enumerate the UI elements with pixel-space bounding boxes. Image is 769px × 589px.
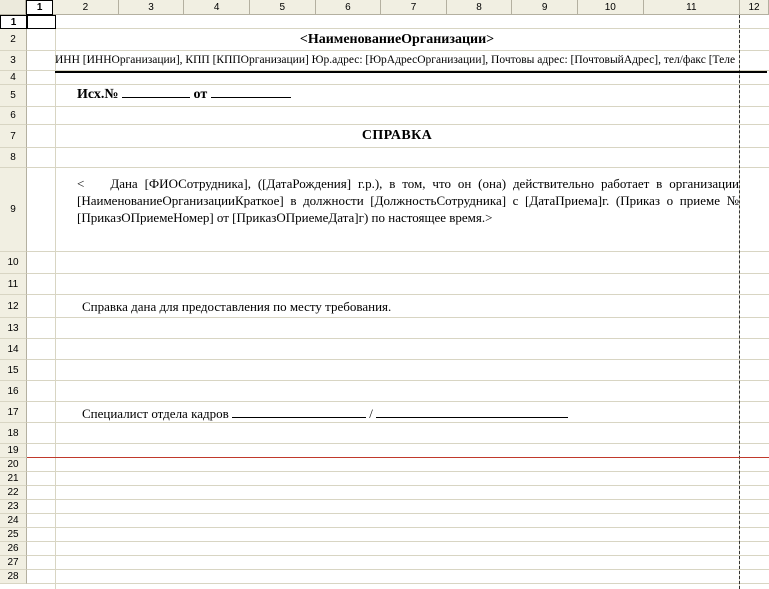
gridline-h	[27, 359, 769, 360]
column-header-6[interactable]: 6	[316, 0, 382, 15]
gridline-h	[27, 485, 769, 486]
signature-line	[82, 406, 568, 422]
column-header-9[interactable]: 9	[512, 0, 578, 15]
signatory-title: Специалист отдела кадров	[82, 406, 229, 421]
outgoing-number-blank[interactable]	[122, 97, 190, 98]
row-header-17[interactable]: 17	[0, 402, 27, 423]
gridline-h	[27, 380, 769, 381]
gridline-h	[27, 555, 769, 556]
page-break-horizontal	[27, 457, 769, 458]
column-header-4[interactable]: 4	[184, 0, 250, 15]
purpose-line: Справка дана для предоставления по месту требования.	[82, 299, 392, 314]
column-header-3[interactable]: 3	[119, 0, 185, 15]
organization-details: ИНН [ИННОрганизации], КПП [КППОрганизации] Юр.адрес: [ЮрАдресОрганизации], Почтовы адрес: [ПочтовыйАдрес], тел/факс [Теле	[55, 54, 736, 66]
row-header-13[interactable]: 13	[0, 318, 27, 339]
row-header-1[interactable]: 1	[0, 15, 27, 29]
signature-separator: /	[369, 406, 373, 421]
outgoing-number-line	[77, 87, 291, 103]
column-header-8[interactable]: 8	[447, 0, 513, 15]
row-header-2[interactable]: 2	[0, 29, 27, 51]
row-header-26[interactable]: 26	[0, 542, 27, 556]
column-header-12[interactable]: 12	[740, 0, 769, 15]
row-header-5[interactable]: 5	[0, 85, 27, 107]
row-header-9[interactable]: 9	[0, 168, 27, 252]
gridline-h	[27, 471, 769, 472]
gridline-h	[27, 527, 769, 528]
document-body: < Дана [ФИОСотрудника], ([ДатаРождения] г.р.), в том, что он (она) действительно работает в организации [НаименованиеОрганизацииКраткое] в должности [ДолжностьСотрудника] с [ДатаПриема]г. (Приказ о приеме № [ПриказОПриемеНомер] от [ПриказОПриемеДата]г) по настоящее время.>	[77, 176, 739, 225]
gridline-h	[27, 338, 769, 339]
gridline-h	[27, 251, 769, 252]
outgoing-label: Исх.№	[77, 87, 119, 102]
row-header-14[interactable]: 14	[0, 339, 27, 360]
gridline-h	[27, 273, 769, 274]
column-header-2[interactable]: 2	[53, 0, 119, 15]
gridline-h	[27, 317, 769, 318]
gridline-h	[27, 443, 769, 444]
row-header-25[interactable]: 25	[0, 528, 27, 542]
gridline-h	[27, 106, 769, 107]
column-header-row	[0, 0, 769, 15]
row-header-8[interactable]: 8	[0, 148, 27, 168]
gridline-h	[27, 569, 769, 570]
gridline-h	[27, 513, 769, 514]
from-label: от	[193, 87, 208, 102]
row-header-7[interactable]: 7	[0, 125, 27, 148]
row-header-12[interactable]: 12	[0, 295, 27, 318]
signature-blank-1[interactable]	[232, 417, 366, 418]
column-header-10[interactable]: 10	[578, 0, 644, 15]
column-header-7[interactable]: 7	[381, 0, 447, 15]
gridline-h	[27, 84, 769, 85]
gridline-h	[27, 541, 769, 542]
document-title: СПРАВКА	[361, 128, 433, 143]
gridline-h	[27, 422, 769, 423]
row-header-24[interactable]: 24	[0, 514, 27, 528]
gridline-h	[27, 499, 769, 500]
grid-area[interactable]	[27, 15, 769, 589]
row-header-21[interactable]: 21	[0, 472, 27, 486]
row-header-27[interactable]: 27	[0, 556, 27, 570]
gridline-h	[27, 401, 769, 402]
selected-cell[interactable]	[27, 15, 56, 29]
row-header-15[interactable]: 15	[0, 360, 27, 381]
page-break-vertical	[739, 15, 740, 589]
row-header-23[interactable]: 23	[0, 500, 27, 514]
signature-blank-2[interactable]	[376, 417, 568, 418]
header-rule	[55, 71, 767, 73]
gridline-h	[27, 294, 769, 295]
row-header-6[interactable]: 6	[0, 107, 27, 125]
select-all-corner[interactable]	[0, 0, 26, 15]
gridline-h	[27, 147, 769, 148]
column-header-5[interactable]: 5	[250, 0, 316, 15]
row-header-22[interactable]: 22	[0, 486, 27, 500]
gridline-h	[27, 28, 769, 29]
gridline-h	[27, 50, 769, 51]
row-header-3[interactable]: 3	[0, 51, 27, 71]
row-header-11[interactable]: 11	[0, 274, 27, 295]
row-header-28[interactable]: 28	[0, 570, 27, 584]
organization-title: <НаименованиеОрганизации>	[299, 32, 495, 47]
column-header-11[interactable]: 11	[644, 0, 740, 15]
row-header-4[interactable]: 4	[0, 71, 27, 85]
gridline-h	[27, 167, 769, 168]
row-header-16[interactable]: 16	[0, 381, 27, 402]
outgoing-date-blank[interactable]	[211, 97, 291, 98]
row-header-column	[0, 15, 27, 584]
row-header-20[interactable]: 20	[0, 458, 27, 472]
row-header-10[interactable]: 10	[0, 252, 27, 274]
gridline-h	[27, 124, 769, 125]
gridline-v	[55, 15, 56, 589]
gridline-h	[27, 583, 769, 584]
row-header-18[interactable]: 18	[0, 423, 27, 444]
column-header-1[interactable]: 1	[26, 0, 53, 15]
row-header-19[interactable]: 19	[0, 444, 27, 458]
